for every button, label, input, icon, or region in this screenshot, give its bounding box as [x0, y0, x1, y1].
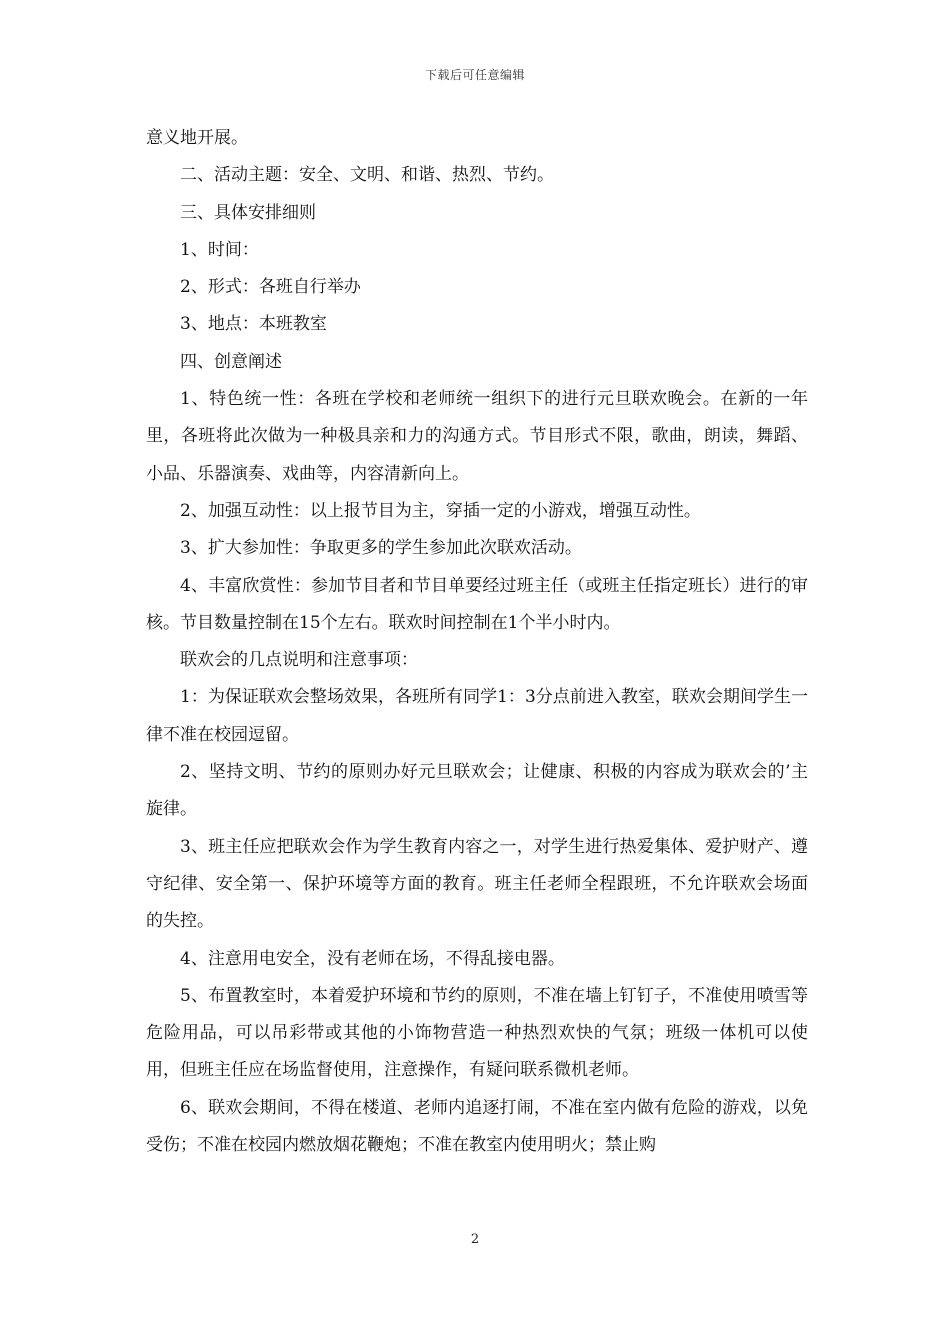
paragraph-arrangement-heading: 三、具体安排细则 — [180, 202, 316, 223]
page-number: 2 — [470, 1232, 480, 1247]
paragraph-unity: 1、特色统一性：各班在学校和老师统一组织下的进行元旦联欢晚会。在新的一年里，各班将此次做为一种极具亲和力的沟通方式。节目形式不限，歌曲，朗读，舞蹈、小品、乐器演奏、戏曲等，内容清新向上。 — [146, 389, 808, 484]
page-header: 下载后可任意编辑 — [424, 68, 525, 82]
paragraph-time: 1、时间： — [180, 239, 259, 260]
paragraph-note-5: 5、布置教室时，本着爱护环境和节约的原则，不准在墙上钉钉子，不准使用喷雪等危险用品，可以吊彩带或其他的小饰物营造一种热烈欢快的气氛；班级一体机可以使用，但班主任应在场监督使用，注意操作，有疑问联系微机老师。 — [146, 985, 808, 1081]
paragraph-note-6: 6、联欢会期间，不得在楼道、老师内追逐打闹，不准在室内做有危险的游戏，以免受伤；不准在校园内燃放烟花鞭炮；不准在教室内使用明火；禁止购 — [146, 1097, 808, 1156]
paragraph-interaction: 2、加强互动性：以上报节目为主，穿插一定的小游戏，增强互动性。 — [180, 500, 701, 521]
paragraph-note-4: 4、注意用电安全，没有老师在场，不得乱接电器。 — [180, 948, 565, 969]
paragraph-participation: 3、扩大参加性：争取更多的学生参加此次联欢活动。 — [180, 538, 582, 559]
paragraph-note-1: 1：为保证联欢会整场效果，各班所有同学1：3分点前进入教室，联欢会期间学生一律不准在校园逗留。 — [146, 687, 808, 745]
paragraph-appreciation: 4、丰富欣赏性：参加节目者和节目单要经过班主任（或班主任指定班长）进行的审核。节目数量控制在15个左右。联欢时间控制在1个半小时内。 — [146, 575, 808, 633]
paragraph-format: 2、形式：各班自行举办 — [180, 277, 361, 298]
paragraph-continuation: 意义地开展。 — [146, 128, 248, 148]
paragraph-creative-heading: 四、创意阐述 — [180, 351, 282, 372]
paragraph-location: 3、地点：本班教室 — [180, 314, 327, 335]
paragraph-note-2: 2、坚持文明、节约的原则办好元旦联欢会；让健康、积极的内容成为联欢会的’主旋律。 — [146, 762, 808, 820]
paragraph-activity-theme: 二、活动主题：安全、文明、和谐、热烈、节约。 — [180, 165, 554, 186]
paragraph-notes-heading: 联欢会的几点说明和注意事项： — [180, 650, 418, 671]
paragraph-note-3: 3、班主任应把联欢会作为学生教育内容之一，对学生进行热爱集体、爱护财产、遵守纪律、安全第一、保护环境等方面的教育。班主任老师全程跟班，不允许联欢会场面的失控。 — [146, 836, 808, 932]
document-body — [146, 120, 808, 1164]
